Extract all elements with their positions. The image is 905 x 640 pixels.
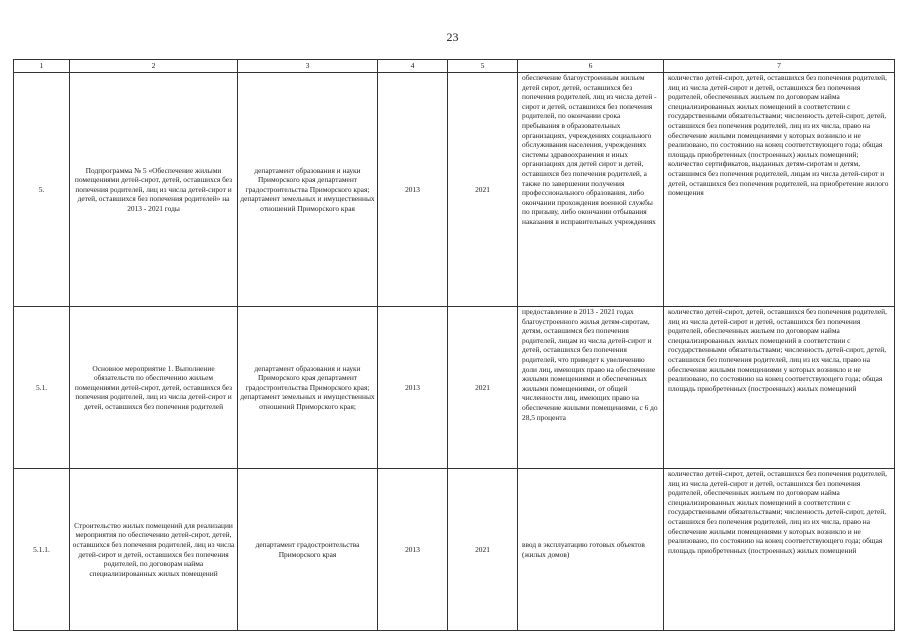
row-end-year: 2021 <box>448 307 518 469</box>
row-number: 5. <box>14 73 70 307</box>
page-number: 23 <box>446 30 459 44</box>
row-executor: департамент образования и науки Приморского края департамент градостроительства Приморского края; департамент земельных и имущественных отношений Приморского края <box>238 73 378 307</box>
row-executor: департамент образования и науки Приморского края департамент градостроительства Приморского края; департамент земельных и имущественных отношений Приморского края; <box>238 307 378 469</box>
row-result: предоставление в 2013 - 2021 годах благоустроенного жилья детям-сиротам, детям, оставшимся без попечения родителей, лицам из числа детей-сирот и детей, оставшихся без попечения родителей, что приведет к увеличению доли лиц, имеющих право на обеспечение жилыми помещениями и обеспеченных жилыми помещениями, от общей численности лиц, имеющих право на обеспечение жилыми помещениями, с 6 до 28,5 процента <box>518 307 664 469</box>
row-name: Строительство жилых помещений для реализации мероприятия по обеспечению детей-сирот, детей, оставшихся без попечения родителей, лиц из числа детей-сирот и детей, оставшихся без попечения родителей, по договорам найма специализированных жилых помещений <box>70 469 238 631</box>
header-col-4: 4 <box>378 60 448 73</box>
program-table <box>13 59 895 631</box>
row-result: ввод в эксплуатацию готовых объектов (жилых домов) <box>518 469 664 631</box>
row-indicators: количество детей-сирот, детей, оставшихся без попечения родителей, лиц из числа детей-сирот и детей, оставшихся без попечения родителей, обеспеченных жильем по договорам найма специализированных жилых помещений в соответствии с государственными обязательствами; численность детей-сирот, детей, оставшихся без попечения родителей, лиц из их числа, право на обеспечение жилыми помещениями у которых возникло и не реализовано, по состоянию на конец соответствующего года; общая площадь приобретенных (построенных) жилых помещений; количество сертификатов, выданных детям-сиротам и детям, оставшимся без попечения родителей, лицам из числа детей-сирот и детей, оставшихся без попечения родителей, на приобретение жилого помещения <box>664 73 895 307</box>
header-col-7: 7 <box>664 60 895 73</box>
row-indicators: количество детей-сирот, детей, оставшихся без попечения родителей, лиц из числа детей-сирот и детей, оставшихся без попечения родителей, обеспеченных жильем по договорам найма специализированных жилых помещений в соответствии с государственными обязательствами; численность детей-сирот, детей, оставшихся без попечения родителей, лиц из их числа, право на обеспечение жилыми помещениями у которых возникло и не реализовано, по состоянию на конец соответствующего года; общая площадь приобретенных (построенных) жилых помещений <box>664 469 895 631</box>
row-number: 5.1.1. <box>14 469 70 631</box>
row-result: обеспечение благоустроенным жильем детей сирот, детей, оставшихся без попечения родителей, лиц из числа детей - сирот и детей, оставшихся без попечения родителей, по окончании срока пребывания в образовательных организациях, учреждениях социального обслуживания населения, учреждениях системы здравоохранения и иных организациях для детей сирот и детей, оставшихся без попечения родителей, а также по завершении получения профессионального образования, либо окончании прохождения военной службы по призыву, либо окончании отбывания наказания в исправительных учреждениях <box>518 73 664 307</box>
header-col-1: 1 <box>14 60 70 73</box>
row-name: Подпрограмма № 5 «Обеспечение жилыми помещениями детей-сирот, детей, оставшихся без попечения родителей, лиц из числа детей-сирот и детей, оставшихся без попечения родителей» на 2013 - 2021 годы <box>70 73 238 307</box>
header-col-5: 5 <box>448 60 518 73</box>
row-start-year: 2013 <box>378 73 448 307</box>
row-number: 5.1. <box>14 307 70 469</box>
row-start-year: 2013 <box>378 469 448 631</box>
header-col-3: 3 <box>238 60 378 73</box>
header-col-6: 6 <box>518 60 664 73</box>
row-name: Основное мероприятие 1. Выполнение обязательств по обеспечению жильем помещениями детей-сирот, детей, оставшихся без попечения родителей, лиц из числа детей-сирот и детей, оставшихся без попечения родителей <box>70 307 238 469</box>
row-executor: департамент градостроительства Приморского края <box>238 469 378 631</box>
row-end-year: 2021 <box>448 469 518 631</box>
table-row <box>14 307 895 469</box>
row-indicators: количество детей-сирот, детей, оставшихся без попечения родителей, лиц из числа детей-сирот и детей, оставшихся без попечения родителей, обеспеченных жильем по договорам найма специализированных жилых помещений в соответствии с государственными обязательствами; численность детей-сирот, детей, оставшихся без попечения родителей, лиц из их числа, право на обеспечение жилыми помещениями у которых возникло и не реализовано, по состоянию на конец соответствующего года; общая площадь приобретенных (построенных) жилых помещений <box>664 307 895 469</box>
header-row <box>14 60 895 73</box>
table-row <box>14 469 895 631</box>
row-end-year: 2021 <box>448 73 518 307</box>
header-col-2: 2 <box>70 60 238 73</box>
table-row <box>14 73 895 307</box>
row-start-year: 2013 <box>378 307 448 469</box>
